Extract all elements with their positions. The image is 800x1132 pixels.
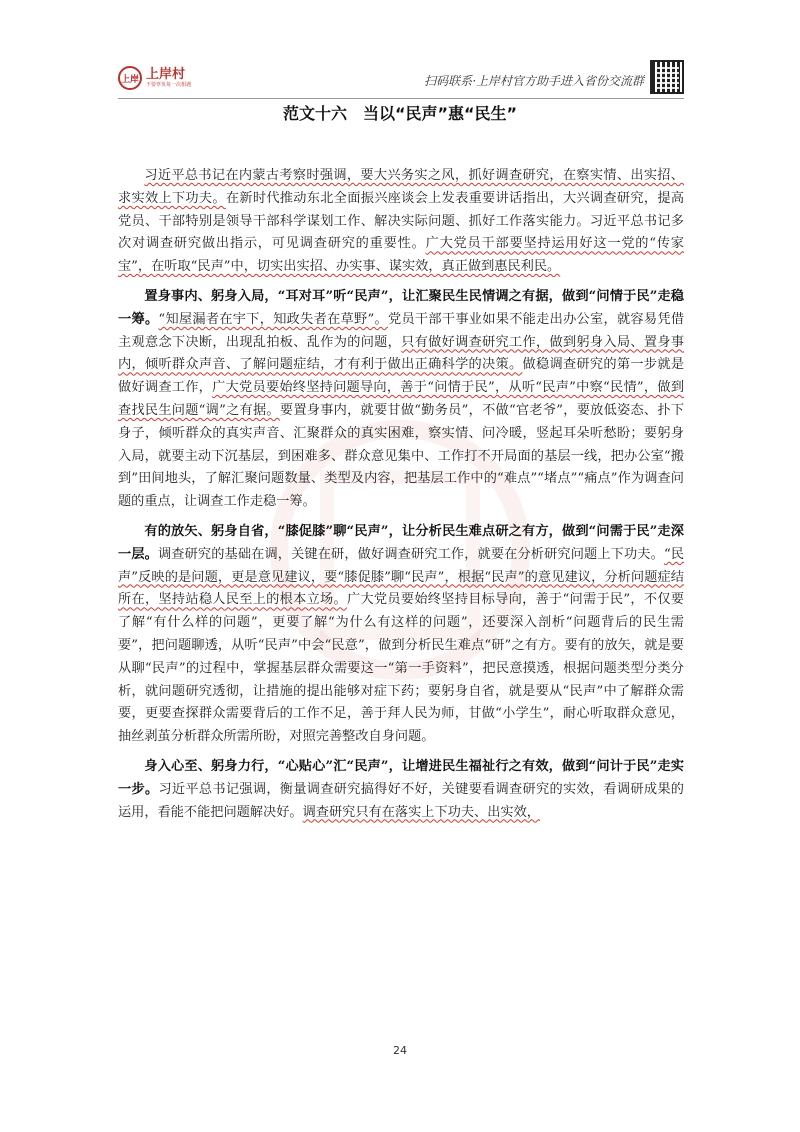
body-text: 做稳调查研究的第一步就是做好调查工作， bbox=[118, 357, 685, 396]
qr-code-icon[interactable] bbox=[650, 60, 684, 94]
body-text: 在新时代推动东北全面振兴座谈会上发表重要讲话指出，大兴调查研究，提高党员、干部特别是领导干部科学谋划工作、解决实际问题、抓好工作落实能力。习近平总书记多次对调查研究做出指示，可见调查研究的重要性。 bbox=[118, 190, 685, 252]
page-header bbox=[118, 60, 684, 98]
body-text: 要置身事内，就要甘做“勤务员”，不做“官老爷”，要放低姿态、扑下身子，倾听群众的真实声音、汇聚群众的真实困难，察实情、问冷暖，竖起耳朵听愁盼；要躬身入局，就要主动下沉基层，到困难多、群众意见集中、工作打不开局面的基层一线，把办公室“搬到”田间地头，了解汇聚问题数量、类型及内容，把基层工作中的“难点”“堵点”“痛点”作为调查问题的重点，让调查工作走稳一筹。 bbox=[118, 402, 685, 510]
underlined-text: 调查研究只有在落实上下功夫、出实效， bbox=[302, 804, 540, 820]
paragraph-3 bbox=[118, 521, 684, 749]
underlined-text: 广大党员要始终坚持问题导向，善于“问情于民”，从听“民声”中察“民情”，做到查找民生问题“调”之有据。 bbox=[118, 380, 685, 418]
brand-logo bbox=[118, 66, 191, 90]
paragraph-1 bbox=[118, 165, 684, 279]
body-text: 广大党员要始终坚持目标导向，善于“问需于民”，不仅要了解“有什么样的问题”，更要了解“为什么有这样的问题”，还要深入剖析“问题背后的民生需要”，把问题聊透，从听“民声”中会“民意”，做到分析民生难点“研”之有方。要有的放矢，就是要从聊“民声”的过程中，掌握基层群众需要这一“第一手资料”，把民意摸透，根据问题类型分类分析，就问题研究透彻，让措施的提出能够对症下药；要躬身自省，就是要从“民声”中了解群众需要，更要查探群众需要背后的工作不足，善于拜人民为师，甘做“小学生”，耐心听取群众意见，抽丝剥茧分析群众所需所盼，对照完善整改自身问题。 bbox=[118, 592, 685, 745]
logo-name: 上岸村 bbox=[146, 66, 186, 82]
body-text: 调查研究的基础在调，关键在研，做好调查研究工作，就要在分析研究问题上下功夫。 bbox=[157, 546, 664, 562]
underlined-text: 广大党员干部要坚持运用好这一党的“传家宝”，在听取“民声”中，切实出实招、办实事、谋实效，真正做到惠民利民。 bbox=[118, 236, 684, 275]
header-contact-text: 扫码联系·上岸村官方助手进入省份交流群 bbox=[424, 74, 644, 88]
logo-tagline: 不要辜负每一次相遇 bbox=[146, 81, 192, 88]
underlined-text: 习近平总书记在内蒙古考察时强调，要大兴务实之风，抓好调查研究，在察实情、出实招、求实效上下功夫。 bbox=[118, 168, 684, 206]
logo-seal-icon: 上岸 bbox=[118, 66, 142, 90]
section-heading: 有的放矢、躬身自省，“膝促膝”聊“民声”，让分析民生难点研之有方，做到“问需于民”走深一层。 bbox=[118, 523, 684, 562]
underlined-text: 只有做好调查研究工作，做到躬身入局、置身事内，倾听群众声音、了解问题症结，才有利于做出正确科学的决策。 bbox=[118, 334, 685, 373]
body-text: 党员干部干事业如果不能走出办公室，就容易凭借主观意念下决断，出现乱拍板、乱作为的问题， bbox=[118, 311, 685, 350]
body-text: 习近平总书记强调，衡量调查研究搞得好不好，关键要看调查研究的实效，看调研成果的运用，看能不能把问题解决好。 bbox=[118, 781, 684, 820]
paragraph-2 bbox=[118, 286, 684, 514]
header-divider bbox=[118, 98, 684, 99]
underlined-text: “民声”反映的是问题，更是意见建议，要“膝促膝”聊“民声”，根据“民声”的意见建议，分析问题症结所在，坚持站稳人民至上的根本立场。 bbox=[118, 546, 685, 608]
section-heading: 身入心至、躬身力行，“心贴心”汇“民声”，让增进民生福祉行之有效，做到“问计于民”走实一步。 bbox=[118, 758, 684, 797]
page-title: 范文十六 当以“民声”惠“民生” bbox=[282, 104, 518, 123]
section-heading: 置身事内、躬身入局，“耳对耳”听“民声”，让汇聚民生民情调之有据，做到“问情于民”走稳一筹。 bbox=[118, 288, 684, 327]
paragraph-4 bbox=[118, 756, 684, 824]
document-body bbox=[118, 165, 684, 831]
page-number: 24 bbox=[393, 1044, 407, 1057]
underlined-text: “知屋漏者在宇下，知政失者在草野”。 bbox=[158, 311, 388, 327]
